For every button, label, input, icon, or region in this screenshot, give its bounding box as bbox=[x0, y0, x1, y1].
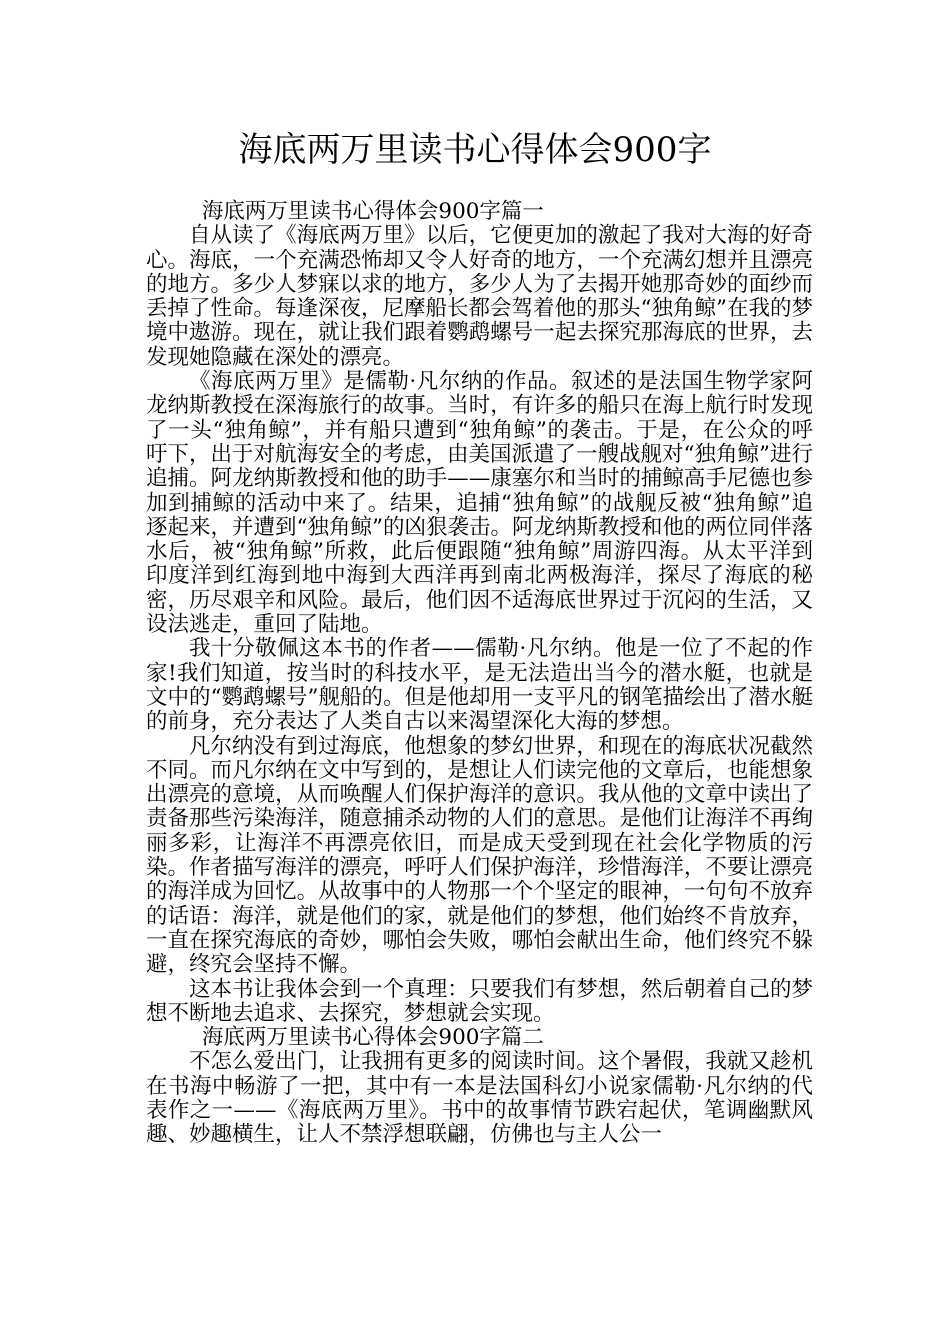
paragraph: 不怎么爱出门，让我拥有更多的阅读时间。这个暑假，我就又趁机在书海中畅游了一把，其中有一本是法国科幻小说家儒勒·凡尔纳的代表作之一——《海底两万里》。书中的故事情节跌宕起伏，笔调幽默风趣、妙趣横生，让人不禁浮想联翩，仿佛也与主人公一 bbox=[146, 1049, 813, 1148]
paragraph: 凡尔纳没有到过海底，他想象的梦幻世界，和现在的海底状况截然不同。而凡尔纳在文中写到的，是想让人们读完他的文章后，也能想象出漂亮的意境，从而唤醒人们保护海洋的意识。我从他的文章中读出了责备那些污染海洋，随意捕杀动物的人们的意思。是他们让海洋不再绚丽多彩，让海洋不再漂亮依旧，而是成天受到现在社会化学物质的污染。作者描写海洋的漂亮，呼吁人们保护海洋，珍惜海洋，不要让漂亮的海洋成为回忆。从故事中的人物那一个个坚定的眼神，一句句不放弃的话语：海洋，就是他们的家，就是他们的梦想，他们始终不肯放弃，一直在探究海底的奇妙，哪怕会失败，哪怕会献出生命，他们终究不躲避，终究会坚持不懈。 bbox=[146, 733, 813, 978]
document-title: 海底两万里读书心得体会900字 bbox=[238, 130, 712, 170]
section-heading-1: 海底两万里读书心得体会900字篇一 bbox=[201, 199, 544, 224]
paragraph: 自从读了《海底两万里》以后，它便更加的激起了我对大海的好奇心。海底，一个充满恐怖却又令人好奇的地方，一个充满幻想并且漂亮的地方。多少人梦寐以求的地方，多少人为了去揭开她那奇妙的面纱而丢掉了性命。每逢深夜，尼摩船长都会驾着他的那头“独角鲸”在我的梦境中遨游。现在，就让我们跟着鹦鹉螺号一起去探究那海底的世界，去发现她隐藏在深处的漂亮。 bbox=[146, 223, 813, 370]
paragraph: 我十分敬佩这本书的作者——儒勒·凡尔纳。他是一位了不起的作家!我们知道，按当时的科技水平，是无法造出当今的潜水艇，也就是文中的“鹦鹉螺号”舰船的。但是他却用一支平凡的钢笔描绘出了潜水艇的前身，充分表达了人类自古以来渴望深化大海的梦想。 bbox=[146, 636, 813, 735]
document-body bbox=[146, 200, 813, 1148]
section-heading-2: 海底两万里读书心得体会900字篇二 bbox=[201, 1025, 544, 1051]
paragraph: 这本书让我体会到一个真理：只要我们有梦想，然后朝着自己的梦想不断地去追求、去探究，梦想就会实现。 bbox=[146, 976, 813, 1026]
paragraph: 《海底两万里》是儒勒·凡尔纳的作品。叙述的是法国生物学家阿龙纳斯教授在深海旅行的故事。当时，有许多的船只在海上航行时发现了一头“独角鲸”，并有船只遭到“独角鲸”的袭击。于是，在公众的呼吁下，出于对航海安全的考虑，由美国派遣了一艘战舰对“独角鲸”进行追捕。阿龙纳斯教授和他的助手——康塞尔和当时的捕鲸高手尼德也参加到捕鲸的活动中来了。结果，追捕“独角鲸”的战舰反被“独角鲸”追逐起来，并遭到“独角鲸”的凶狠袭击。阿龙纳斯教授和他的两位同伴落水后，被“独角鲸”所救，此后便跟随“独角鲸”周游四海。从太平洋到印度洋到红海到地中海到大西洋再到南北两极海洋，探尽了海底的秘密，历尽艰辛和风险。最后，他们因不适海底世界过于沉闷的生活，又设法逃走，重回了陆地。 bbox=[146, 369, 814, 638]
